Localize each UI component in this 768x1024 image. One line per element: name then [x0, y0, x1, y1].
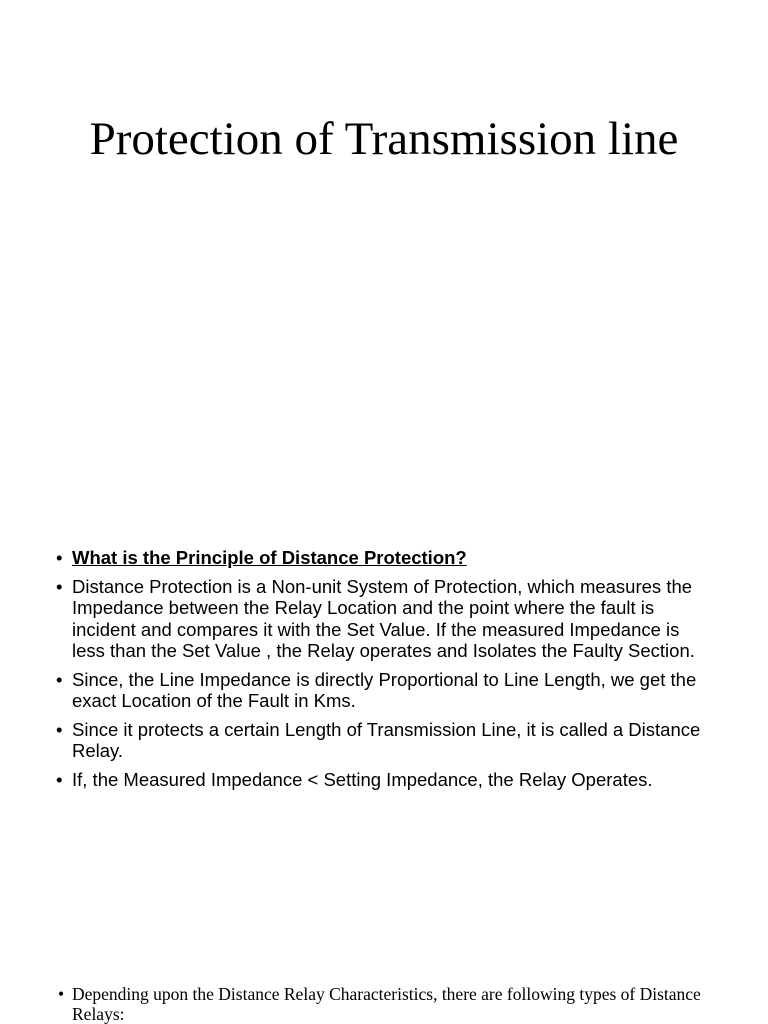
- bullet-text: Distance Protection is a Non-unit System of Protection, which measures the Impedance between the Relay Location and the point where the fault is incident and compares it with the Set Value. If the measured Impedance is less than the Set Value , the Relay operates and Isolates the Faulty Section.: [72, 575, 695, 661]
- principle-heading: What is the Principle of Distance Protection?: [72, 547, 467, 568]
- bullet-text: If, the Measured Impedance < Setting Impedance, the Relay Operates.: [72, 768, 653, 790]
- bullet-heading: [56, 547, 716, 569]
- bullet-item: [56, 576, 716, 662]
- bullet-dot: •: [56, 547, 63, 568]
- bullet-item: [56, 669, 716, 712]
- bullet-text: Since it protects a certain Length of Transmission Line, it is called a Distance Relay.: [72, 718, 701, 761]
- bullet-text: Since, the Line Impedance is directly Proportional to Line Length, we get the exact Location of the Fault in Kms.: [72, 668, 697, 711]
- next-slide-bullet-text: Depending upon the Distance Relay Characteristics, there are following types of Distance Relays:: [72, 984, 701, 1024]
- next-slide-bullet-list: [58, 984, 708, 1024]
- bullet-list: [56, 547, 716, 797]
- slide-title: Protection of Transmission line: [89, 113, 679, 165]
- bullet-dot: •: [56, 668, 63, 690]
- bullet-dot: •: [56, 768, 63, 790]
- bullet-dot: •: [56, 718, 63, 740]
- bullet-item: [56, 719, 716, 762]
- bullet-dot: •: [58, 984, 65, 1004]
- bullet-item: [56, 769, 716, 791]
- bullet-dot: •: [56, 575, 63, 597]
- next-slide-bullet: [58, 984, 708, 1024]
